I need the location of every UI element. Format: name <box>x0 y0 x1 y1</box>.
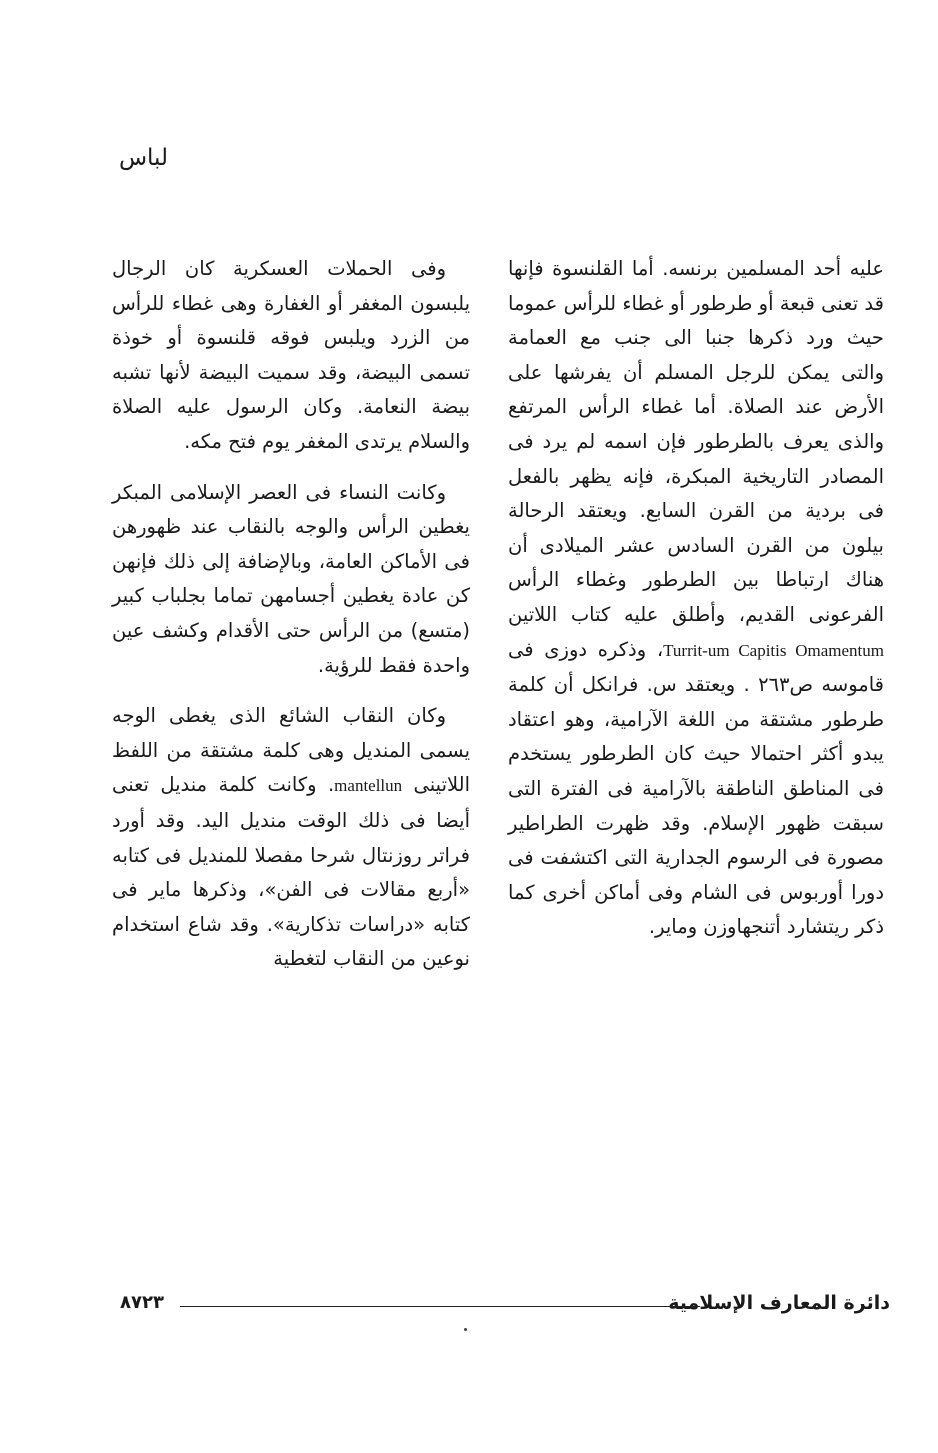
paragraph-text: عليه أحد المسلمين برنسه. أما القلنسوة فإنها قد تعنى قبعة أو طرطور أو غطاء للرأس عموما حيث ورد ذكرها جنبا الى جنب مع العمامة والتى يمكن للرجل المسلم أن يفرشها على الأرض عند الصلاة. أما غطاء الرأس المرتفع والذى يعرف بالطرطور فإن اسمه لم يرد فى المصادر التاريخية المبكرة، فإنه يظهر بالفعل فى بردية من القرن السابع. ويعتقد الرحالة بيلون من القرن السادس عشر الميلادى أن هناك ارتباطا بين الطرطور وغطاء الرأس الفرعونى القديم، وأطلق عليه كتاب اللاتين <box>508 257 884 626</box>
paragraph <box>508 252 884 945</box>
paragraph <box>112 252 470 460</box>
right-column <box>508 252 884 945</box>
running-header: لباس <box>118 145 168 171</box>
page-footer <box>120 1292 890 1322</box>
latin-term: Turrit-um Capitis Omamentum <box>663 640 885 660</box>
left-column <box>112 252 470 977</box>
page-number: ٨٧٢٣ <box>120 1292 164 1313</box>
paragraph <box>112 476 470 684</box>
paragraph-text: ، وذكره دوزى فى قاموسه ص٢٦٣ . ويعتقد س. فرانكل أن كلمة طرطور مشتقة من اللغة الآرامية، وهو اعتقاد يبدو أكثر احتمالا حيث كان الطرطور يستخدم فى المناطق الناطقة بالآرامية فى الفترة التى سبقت ظهور الإسلام. وقد ظهرت الطراطير مصورة فى الرسوم الجدارية التى اكتشفت فى دورا أوربوس فى الشام وفى أماكن أخرى كما ذكر ريتشارد أتنجهاوزن وماير. <box>508 637 884 939</box>
paragraph-text: وكان النقاب الشائع الذى يغطى الوجه يسمى المنديل وهى كلمة مشتقة من اللفظ اللاتينى <box>112 704 470 797</box>
paragraph-text: وفى الحملات العسكرية كان الرجال يلبسون المغفر أو الغفارة وهى غطاء للرأس من الزرد ويلبس فوقه قلنسوة أو خوذة تسمى البيضة، وقد سميت البيضة لأنها تشبه بيضة النعامة. وكان الرسول عليه الصلاة والسلام يرتدى المغفر يوم فتح مكه. <box>112 257 470 453</box>
paragraph-text: وكانت النساء فى العصر الإسلامى المبكر يغطين الرأس والوجه بالنقاب عند ظهورهن فى الأماكن العامة، وبالإضافة إلى ذلك فإنهن كن عادة يغطين أجسامهن تماما بجلباب كبير (متسع) من الرأس حتى الأقدام وكشف عين واحدة فقط للرؤية. <box>112 480 470 677</box>
paragraph-text: . وكانت كلمة منديل تعنى أيضا فى ذلك الوقت منديل اليد. وقد أورد فراتر روزنتال شرحا مفصلا للمنديل فى كتابه «أربع مقالات فى الفن»، وذكرها ماير فى كتابه «دراسات تذكارية». وقد شاع استخدام نوعين من النقاب لتغطية <box>112 773 470 971</box>
footer-title: دائرة المعارف الإسلامية <box>668 1292 890 1314</box>
footer-rule <box>180 1306 700 1307</box>
paragraph <box>112 699 470 977</box>
latin-term: mantellun <box>334 776 403 796</box>
print-speck <box>464 1328 467 1331</box>
